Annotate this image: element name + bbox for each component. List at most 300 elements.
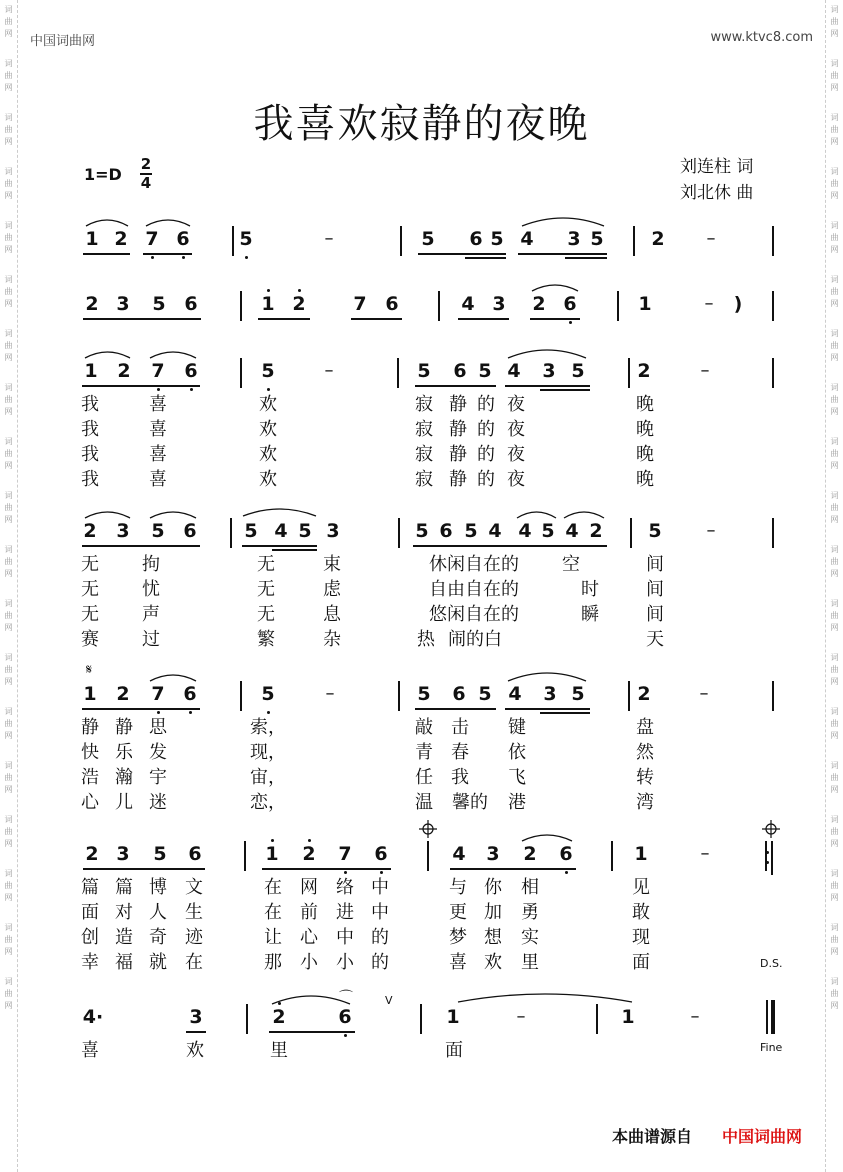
- note: 3: [116, 293, 130, 315]
- lyric: 让: [264, 927, 282, 948]
- sustain-dash: –: [324, 228, 334, 249]
- note: 2: [651, 228, 665, 250]
- note: 1: [446, 1006, 460, 1028]
- note: 2: [117, 360, 131, 382]
- slur: [150, 675, 196, 681]
- lyric: 休闲自在的: [429, 554, 519, 575]
- watermark-glyph-group: 词 曲 网: [4, 383, 13, 416]
- time-top: 2: [140, 155, 152, 173]
- note: 2: [116, 683, 130, 705]
- slur: [150, 352, 196, 358]
- lyric: 我: [81, 419, 99, 440]
- lyric: 心: [300, 927, 318, 948]
- note: 4: [520, 228, 534, 250]
- lyric: 繁: [257, 629, 275, 650]
- note: 3: [326, 520, 340, 542]
- lyric: 面: [81, 902, 99, 923]
- lyric: 依: [508, 742, 526, 763]
- lyric: 面: [632, 952, 650, 973]
- site-name-left: 中国词曲网: [30, 34, 96, 49]
- lyric: 夜: [507, 394, 525, 415]
- lyric: 晚: [636, 469, 654, 490]
- note: 3: [567, 228, 581, 250]
- lyric: 无: [257, 579, 275, 600]
- watermark-glyph-group: 词 曲 网: [830, 5, 839, 38]
- lyric: 静: [115, 717, 133, 738]
- lyric: 无: [81, 604, 99, 625]
- slur: [146, 220, 190, 226]
- lyric: 寂: [415, 419, 433, 440]
- note: 4: [488, 520, 502, 542]
- note: 1: [621, 1006, 635, 1028]
- note: 6: [439, 520, 453, 542]
- lyric: 恋，: [250, 792, 286, 813]
- sustain-dash: –: [516, 1006, 526, 1027]
- note: 6: [184, 360, 198, 382]
- lyric: 忧: [142, 579, 160, 600]
- slur: [508, 350, 586, 358]
- lyric: 幸: [81, 952, 99, 973]
- note: 5: [571, 360, 585, 382]
- lyric: 青: [415, 742, 433, 763]
- note: 2: [114, 228, 128, 250]
- lyric: 欢: [259, 419, 277, 440]
- lyric: 空: [562, 554, 580, 575]
- note: 1: [83, 683, 97, 705]
- lyric: 篇: [115, 877, 133, 898]
- sustain-dash: –: [325, 683, 335, 704]
- watermark-glyph-group: 词 曲 网: [830, 221, 839, 254]
- note: 7: [151, 360, 165, 382]
- note: 5: [152, 293, 166, 315]
- footer-source-label: 本曲谱源自: [612, 1127, 693, 1146]
- lyric: 在: [264, 877, 282, 898]
- lyric: 中: [336, 927, 354, 948]
- watermark-glyph-group: 词 曲 网: [4, 923, 13, 956]
- lyric: 时: [581, 579, 599, 600]
- lyricist-credit: 刘连柱 词: [680, 157, 754, 177]
- slur: [86, 220, 128, 226]
- watermark-glyph-group: 词 曲 网: [4, 275, 13, 308]
- note: 5: [490, 228, 504, 250]
- lyric: 欢: [186, 1040, 204, 1061]
- fermata-icon: ⌒: [339, 990, 353, 1006]
- lyric: 相: [521, 877, 539, 898]
- note: 5: [421, 228, 435, 250]
- lyric: 静: [81, 717, 99, 738]
- lyric: 喜: [449, 952, 467, 973]
- note: 2: [637, 683, 651, 705]
- lyric: 束: [323, 554, 341, 575]
- lyric: 盘: [636, 717, 654, 738]
- note: 4: [452, 843, 466, 865]
- watermark-glyph-group: 词 曲 网: [4, 869, 13, 902]
- watermark-glyph-group: 词 曲 网: [830, 437, 839, 470]
- note: 3: [542, 360, 556, 382]
- note: 5: [478, 683, 492, 705]
- note: 1: [261, 293, 275, 315]
- fine-mark: Fine: [760, 1041, 783, 1054]
- lyric: 创: [81, 927, 99, 948]
- watermark-glyph-group: 词 曲 网: [4, 329, 13, 362]
- lyric: 晚: [636, 444, 654, 465]
- note: 3: [543, 683, 557, 705]
- lyric: 静: [449, 469, 467, 490]
- lyric: 自由自在的: [429, 579, 519, 600]
- lyric: 我: [81, 394, 99, 415]
- lyric: 欢: [259, 444, 277, 465]
- note: 2: [83, 520, 97, 542]
- watermark-glyph-group: 词 曲 网: [830, 275, 839, 308]
- note: 6: [188, 843, 202, 865]
- watermark-glyph-group: 词 曲 网: [830, 653, 839, 686]
- lyric: 我: [81, 444, 99, 465]
- watermark-glyph-group: 词 曲 网: [4, 59, 13, 92]
- watermark-glyph-group: 词 曲 网: [830, 329, 839, 362]
- lyric: 键: [508, 717, 526, 738]
- note: 5: [590, 228, 604, 250]
- lyric: 更: [449, 902, 467, 923]
- lyric: 夜: [507, 469, 525, 490]
- lyric: 与: [449, 877, 467, 898]
- lyric: 篇: [81, 877, 99, 898]
- slur: [458, 994, 632, 1002]
- lyric: 乐: [115, 742, 133, 763]
- lyric: 小: [300, 952, 318, 973]
- lyric: 思: [149, 717, 167, 738]
- slur: [517, 512, 556, 518]
- lyric: 里: [270, 1040, 288, 1061]
- note: 3: [116, 843, 130, 865]
- lyric: 的: [477, 444, 495, 465]
- lyric: 欢: [259, 394, 277, 415]
- slur: [85, 512, 130, 518]
- lyric: 你: [484, 877, 502, 898]
- lyric: 我: [451, 767, 469, 788]
- note: 4: [508, 683, 522, 705]
- watermark-glyph-group: 词 曲 网: [830, 383, 839, 416]
- note: 6: [563, 293, 577, 315]
- note: 4: [274, 520, 288, 542]
- sustain-dash: –: [324, 360, 334, 381]
- lyric: 息: [323, 604, 341, 625]
- breath-mark: V: [385, 994, 393, 1007]
- segno-icon: 𝄋: [86, 662, 93, 678]
- lyric: 春: [451, 742, 469, 763]
- lyric: 络: [336, 877, 354, 898]
- lyric: 宇: [149, 767, 167, 788]
- lyric: 静: [449, 444, 467, 465]
- lyric: 喜: [149, 469, 167, 490]
- lyric: 间: [646, 579, 664, 600]
- note: 5: [417, 683, 431, 705]
- note: 3: [492, 293, 506, 315]
- lyric: 寂: [415, 469, 433, 490]
- lyric: 喜: [81, 1040, 99, 1061]
- watermark-glyph-group: 词 曲 网: [830, 599, 839, 632]
- lyric: 静: [449, 394, 467, 415]
- note: 1: [84, 360, 98, 382]
- lyric: 寂: [415, 394, 433, 415]
- watermark-glyph-group: 词 曲 网: [4, 437, 13, 470]
- note: 6: [469, 228, 483, 250]
- lyric: 对: [115, 902, 133, 923]
- lyric: 勇: [521, 902, 539, 923]
- lyric: 欢: [484, 952, 502, 973]
- lyric: 儿: [115, 792, 133, 813]
- note: 1: [85, 228, 99, 250]
- lyric: 欢: [259, 469, 277, 490]
- note: 5: [153, 843, 167, 865]
- lyric: 的: [477, 469, 495, 490]
- note: 5: [151, 520, 165, 542]
- watermark-glyph-group: 词 曲 网: [4, 5, 13, 38]
- lyric: 静: [449, 419, 467, 440]
- lyric: 击: [451, 717, 469, 738]
- lyric: 在: [264, 902, 282, 923]
- lyric: 瞬: [581, 604, 599, 625]
- lyric: 那: [264, 952, 282, 973]
- lyric: 奇: [149, 927, 167, 948]
- watermark-glyph-group: 词 曲 网: [4, 221, 13, 254]
- note: 7: [338, 843, 352, 865]
- lyric: 生: [185, 902, 203, 923]
- watermark-glyph-group: 词 曲 网: [4, 977, 13, 1010]
- lyric: 中: [371, 902, 389, 923]
- watermark-glyph-group: 词 曲 网: [830, 59, 839, 92]
- lyric: 无: [81, 554, 99, 575]
- note: 5: [298, 520, 312, 542]
- sustain-dash: –: [699, 683, 709, 704]
- lyric: 喜: [149, 394, 167, 415]
- note: 2: [523, 843, 537, 865]
- note: 5: [464, 520, 478, 542]
- lyric: 杂: [323, 629, 341, 650]
- lyric: 过: [142, 629, 160, 650]
- lyric: 迷: [149, 792, 167, 813]
- lyric: 浩: [81, 767, 99, 788]
- note: 5: [417, 360, 431, 382]
- lyric: 的: [371, 952, 389, 973]
- note: 5: [541, 520, 555, 542]
- lyric: 索，: [250, 717, 286, 738]
- lyric: 转: [636, 767, 654, 788]
- note: 2: [292, 293, 306, 315]
- watermark-glyph-group: 词 曲 网: [830, 545, 839, 578]
- lyric: 发: [149, 742, 167, 763]
- watermark-glyph-group: 词 曲 网: [830, 977, 839, 1010]
- lyric: 实: [521, 927, 539, 948]
- lyric: 任: [415, 767, 433, 788]
- watermark-glyph-group: 词 曲 网: [4, 545, 13, 578]
- note: 6: [385, 293, 399, 315]
- lyric: 馨的: [452, 792, 488, 813]
- slur: [522, 835, 572, 841]
- lyric: 在: [185, 952, 203, 973]
- slur: [85, 352, 130, 358]
- lyric: 晚: [636, 394, 654, 415]
- lyric: 夜: [507, 444, 525, 465]
- lyric: 想: [484, 927, 502, 948]
- watermark-glyph-group: 词 曲 网: [4, 491, 13, 524]
- note: ): [733, 293, 743, 315]
- ds-mark: D.S.: [760, 957, 783, 970]
- slur: [532, 285, 578, 291]
- lyric: 快: [81, 742, 99, 763]
- lyric: 文: [185, 877, 203, 898]
- note: 3: [486, 843, 500, 865]
- lyric: 中: [371, 877, 389, 898]
- watermark-glyph-group: 词 曲 网: [830, 761, 839, 794]
- slur: [243, 509, 316, 516]
- note: 3: [189, 1006, 203, 1028]
- watermark-glyph-group: 词 曲 网: [830, 491, 839, 524]
- lyric: 悠闲自在的: [429, 604, 519, 625]
- note: 1: [634, 843, 648, 865]
- lyric: 间: [646, 554, 664, 575]
- lyric: 的: [371, 927, 389, 948]
- lyric: 然: [636, 742, 654, 763]
- lyric: 小: [336, 952, 354, 973]
- lyric: 瀚: [115, 767, 133, 788]
- lyric: 港: [508, 792, 526, 813]
- note: 7: [145, 228, 159, 250]
- slur: [272, 996, 350, 1004]
- note: 4: [565, 520, 579, 542]
- note: 5: [261, 683, 275, 705]
- note: 7: [353, 293, 367, 315]
- lyric: 夜: [507, 419, 525, 440]
- note: 6: [176, 228, 190, 250]
- lyric: 寂: [415, 444, 433, 465]
- lyric: 现，: [250, 742, 286, 763]
- note: 4·: [82, 1006, 104, 1028]
- lyric: 的: [477, 419, 495, 440]
- lyric: 里: [521, 952, 539, 973]
- note: 5: [571, 683, 585, 705]
- lyric: 飞: [508, 767, 526, 788]
- key-signature: 1=D: [84, 165, 122, 184]
- sustain-dash: –: [700, 843, 710, 864]
- note: 2: [637, 360, 651, 382]
- note: 6: [452, 683, 466, 705]
- lyric: 喜: [149, 419, 167, 440]
- watermark-glyph-group: 词 曲 网: [830, 707, 839, 740]
- note: 4: [507, 360, 521, 382]
- lyric: 造: [115, 927, 133, 948]
- note: 5: [415, 520, 429, 542]
- sustain-dash: –: [690, 1006, 700, 1027]
- lyric: 无: [81, 579, 99, 600]
- note: 6: [453, 360, 467, 382]
- lyric: 人: [149, 902, 167, 923]
- note: 6: [184, 293, 198, 315]
- note: 1: [638, 293, 652, 315]
- lyric: 晚: [636, 419, 654, 440]
- note: 2: [589, 520, 603, 542]
- watermark-glyph-group: 词 曲 网: [4, 761, 13, 794]
- note: 2: [532, 293, 546, 315]
- lyric: 拘: [142, 554, 160, 575]
- lyric: 温: [415, 792, 433, 813]
- watermark-glyph-group: 词 曲 网: [4, 653, 13, 686]
- time-bottom: 4: [140, 173, 152, 192]
- note: 2: [272, 1006, 286, 1028]
- sustain-dash: –: [706, 520, 716, 541]
- watermark-glyph-group: 词 曲 网: [4, 167, 13, 200]
- sustain-dash: –: [706, 228, 716, 249]
- note: 4: [518, 520, 532, 542]
- watermark-glyph-group: 词 曲 网: [830, 923, 839, 956]
- sustain-dash: –: [704, 293, 714, 314]
- lyric: 天: [646, 629, 664, 650]
- lyric: 闹的白: [448, 629, 502, 650]
- note: 5: [239, 228, 253, 250]
- watermark-glyph-group: 词 曲 网: [830, 113, 839, 146]
- lyric: 虑: [323, 579, 341, 600]
- lyric: 福: [115, 952, 133, 973]
- watermark-glyph-group: 词 曲 网: [830, 167, 839, 200]
- note: 4: [461, 293, 475, 315]
- site-url-right: www.ktvc8.com: [710, 30, 813, 45]
- note: 6: [183, 520, 197, 542]
- lyric: 现: [632, 927, 650, 948]
- lyric: 就: [149, 952, 167, 973]
- lyric: 宙，: [250, 767, 286, 788]
- song-title: 我喜欢寂静的夜晚: [253, 101, 590, 147]
- lyric: 赛: [81, 629, 99, 650]
- lyric: 我: [81, 469, 99, 490]
- watermark-glyph-group: 词 曲 网: [830, 815, 839, 848]
- lyric: 面: [445, 1040, 463, 1061]
- note: 3: [116, 520, 130, 542]
- note: 2: [302, 843, 316, 865]
- lyric: 见: [632, 877, 650, 898]
- watermark-glyph-group: 词 曲 网: [4, 707, 13, 740]
- lyric: 声: [142, 604, 160, 625]
- lyric: 无: [257, 554, 275, 575]
- sustain-dash: –: [700, 360, 710, 381]
- lyric: 加: [484, 902, 502, 923]
- lyric: 的: [477, 394, 495, 415]
- composer-credit: 刘北休 曲: [680, 183, 754, 203]
- slur: [150, 512, 196, 518]
- lyric: 博: [149, 877, 167, 898]
- lyric: 敲: [415, 717, 433, 738]
- note: 2: [85, 843, 99, 865]
- lyric: 敢: [632, 902, 650, 923]
- note: 2: [85, 293, 99, 315]
- lyric: 迹: [185, 927, 203, 948]
- watermark-glyph-group: 词 曲 网: [830, 869, 839, 902]
- watermark-glyph-group: 词 曲 网: [4, 599, 13, 632]
- lyric: 无: [257, 604, 275, 625]
- lyric: 心: [81, 792, 99, 813]
- lyric: 喜: [149, 444, 167, 465]
- lyric: 间: [646, 604, 664, 625]
- lyric: 梦: [449, 927, 467, 948]
- note: 6: [374, 843, 388, 865]
- lyric: 进: [336, 902, 354, 923]
- slur: [522, 218, 604, 226]
- note: 6: [559, 843, 573, 865]
- footer-source-site: 中国词曲网: [722, 1127, 803, 1146]
- note: 1: [265, 843, 279, 865]
- lyric: 网: [300, 877, 318, 898]
- slur: [564, 512, 604, 518]
- note: 6: [183, 683, 197, 705]
- note: 7: [151, 683, 165, 705]
